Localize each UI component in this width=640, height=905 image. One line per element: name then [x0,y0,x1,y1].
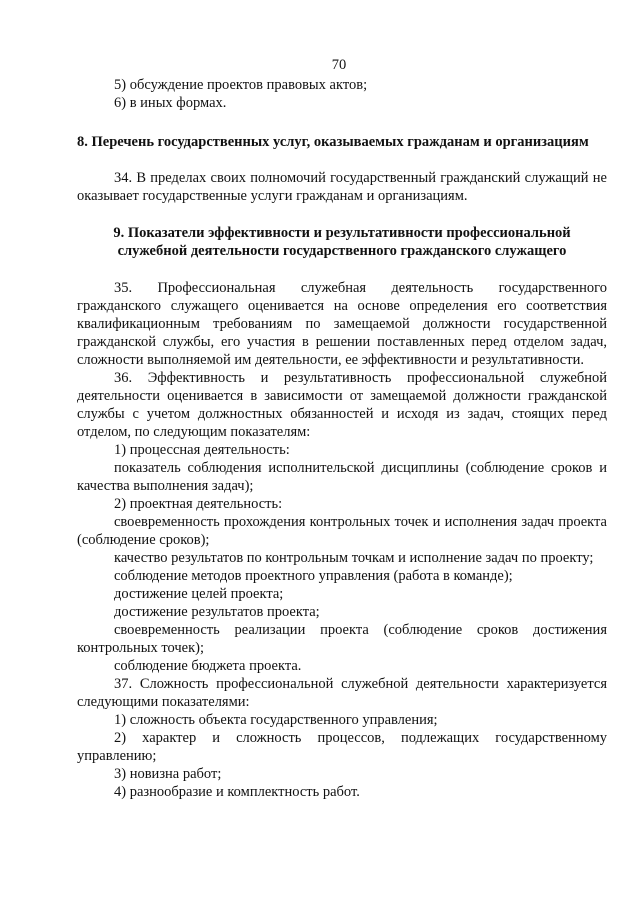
section-9-heading [77,224,607,260]
list-item: 2) характер и сложность процессов, подлежащих государственному управлению; [77,730,607,764]
list-item: 2) проектная деятельность: [114,496,283,512]
list-item: качество результатов по контрольным точкам и исполнение задач по проекту; [114,550,594,566]
list-item: 6) в иных формах. [114,95,227,111]
paragraph-37: 37. Сложность профессиональной служебной деятельности характеризуется следующими показателями: [77,676,607,710]
list-item: своевременность реализации проекта (соблюдение сроков достижения контрольных точек); [77,622,607,656]
paragraph-36: 36. Эффективность и результативность профессиональной служебной деятельности оценивается в зависимости от замещаемой должности гражданской службы с учетом должностных обязанностей и исходя из задач, стоящих перед отделом, по следующим показателям: [77,370,607,440]
paragraph-34: 34. В пределах своих полномочий государственный гражданский служащий не оказывает государственные услуги гражданам и организациям. [77,170,607,204]
list-item: своевременность прохождения контрольных точек и исполнения задач проекта (соблюдение сроков); [77,514,607,548]
section-9-heading-line1: 9. Показатели эффективности и результативности профессиональной [113,225,571,241]
section-9-heading-line2: служебной деятельности государственного гражданского служащего [117,243,567,259]
page-number: 70 [331,57,347,73]
list-item: 5) обсуждение проектов правовых актов; [114,77,368,93]
list-item: 3) новизна работ; [114,766,222,782]
list-item: показатель соблюдения исполнительской дисциплины (соблюдение сроков и качества выполнения задач); [77,460,607,494]
section-8-heading: 8. Перечень государственных услуг, оказываемых гражданам и организациям [77,134,589,150]
list-item: соблюдение методов проектного управления (работа в команде); [114,568,513,584]
paragraph-35: 35. Профессиональная служебная деятельность государственного гражданского служащего оценивается на основе определения его соответствия квалификационным требованиям по замещаемой должности государственной гражданской службы, его участия в решении поставленных перед отделом задач, сложности выполняемой им деятельности, ее эффективности и результативности. [77,280,607,368]
list-item: достижение целей проекта; [114,586,284,602]
list-item: 1) процессная деятельность: [114,442,290,458]
list-item: соблюдение бюджета проекта. [114,658,302,674]
list-item: 4) разнообразие и комплектность работ. [114,784,360,800]
list-item: 1) сложность объекта государственного управления; [114,712,438,728]
document-body [77,76,607,801]
list-item: достижение результатов проекта; [114,604,320,620]
